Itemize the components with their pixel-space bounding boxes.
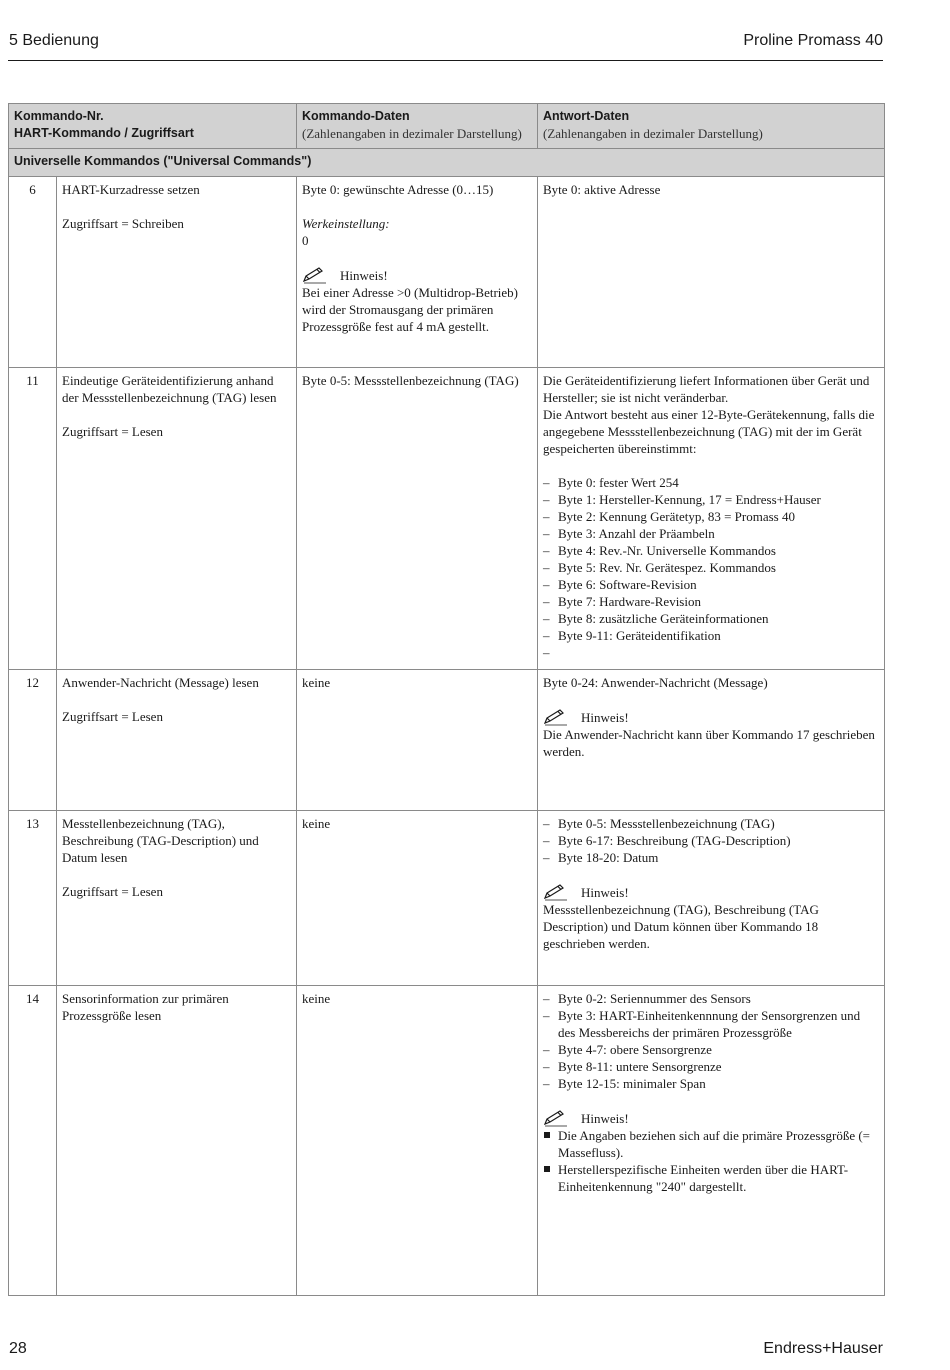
access-type: Zugriffsart = Lesen <box>62 709 163 724</box>
column-title-command: Kommando-Nr. <box>14 109 104 123</box>
product-header: Proline Promass 40 <box>743 32 883 49</box>
column-title-answer-data: Antwort-Daten <box>543 109 630 123</box>
table-row <box>9 670 885 811</box>
list-item: – Byte 4-7: obere Sensorgrenze <box>543 1041 879 1058</box>
column-title-command-data: Kommando-Daten <box>302 109 410 123</box>
list-item <box>543 644 879 661</box>
table-row <box>9 811 885 986</box>
header-rule <box>8 60 883 61</box>
factory-setting-label: Werkeinstellung: <box>302 216 390 231</box>
note-list <box>543 1127 879 1195</box>
list-item: – Byte 12-15: minimaler Span <box>543 1075 879 1092</box>
section-title: Universelle Kommandos ("Universal Commands") <box>9 149 885 177</box>
pencil-icon <box>543 1109 569 1127</box>
command-data-cell <box>297 986 538 1296</box>
table-row <box>9 368 885 670</box>
note-text: Bei einer Adresse >0 (Multidrop-Betrieb) wird der Stromausgang der primären Prozessgröße fest auf 4 mA gestellt. <box>302 285 519 334</box>
answer-paragraph: Die Antwort besteht aus einer 12-Byte-Gerätekennung, falls die angegebene Messstellenbezeichnung (TAG) mit der im Gerät gespeicherten übereinstimmt: <box>543 407 875 456</box>
list-item: – Byte 0: fester Wert 254 <box>543 474 879 491</box>
command-description: Anwender-Nachricht (Message) lesen <box>62 675 259 690</box>
note-label: Hinweis! <box>581 1110 629 1126</box>
note-label: Hinweis! <box>581 709 629 725</box>
list-item: – Byte 6-17: Beschreibung (TAG-Description) <box>543 832 879 849</box>
answer-data: Byte 0: aktive Adresse <box>543 182 661 197</box>
hart-command-table <box>8 103 885 1296</box>
command-number: 12 <box>9 670 57 811</box>
note-label: Hinweis! <box>340 267 388 283</box>
command-number: 6 <box>9 177 57 368</box>
column-header-command <box>9 104 297 149</box>
brand-footer: Endress+Hauser <box>763 1340 883 1357</box>
column-header-answer-data <box>538 104 885 149</box>
byte-list <box>543 990 879 1092</box>
pencil-icon <box>302 266 328 284</box>
table-row <box>9 177 885 368</box>
list-item: Die Angaben beziehen sich auf die primäre Prozessgröße (= Massefluss). <box>543 1127 879 1161</box>
list-item: – Byte 5: Rev. Nr. Gerätespez. Kommandos <box>543 559 879 576</box>
command-description-cell <box>57 811 297 986</box>
list-item: – Byte 9-11: Geräteidentifikation <box>543 627 879 644</box>
access-type: Zugriffsart = Schreiben <box>62 216 184 231</box>
access-type: Zugriffsart = Lesen <box>62 884 163 899</box>
column-subtitle-command-data: (Zahlenangaben in dezimaler Darstellung) <box>302 126 522 141</box>
pencil-icon <box>543 883 569 901</box>
command-description-cell <box>57 368 297 670</box>
column-subtitle-answer-data: (Zahlenangaben in dezimaler Darstellung) <box>543 126 763 141</box>
command-data-cell <box>297 670 538 811</box>
command-number: 11 <box>9 368 57 670</box>
page-number: 28 <box>9 1340 27 1357</box>
list-item: – Byte 4: Rev.-Nr. Universelle Kommandos <box>543 542 879 559</box>
factory-setting-value: 0 <box>302 233 309 248</box>
byte-list <box>543 815 879 866</box>
command-number: 13 <box>9 811 57 986</box>
command-data: Byte 0-5: Messstellenbezeichnung (TAG) <box>302 373 519 388</box>
byte-list <box>543 474 879 661</box>
answer-data: Byte 0-24: Anwender-Nachricht (Message) <box>543 675 768 690</box>
command-number: 14 <box>9 986 57 1296</box>
column-subtitle-command: HART-Kommando / Zugriffsart <box>14 126 194 140</box>
note-text: Die Anwender-Nachricht kann über Kommando 17 geschrieben werden. <box>543 727 875 759</box>
note-label: Hinweis! <box>581 884 629 900</box>
note-text: Messstellenbezeichnung (TAG), Beschreibung (TAG Description) und Datum können über Kommando 18 geschrieben werden. <box>543 902 819 951</box>
table-row <box>9 986 885 1296</box>
answer-data-cell <box>538 670 885 811</box>
command-description: Sensorinformation zur primären Prozessgröße lesen <box>62 991 229 1023</box>
command-data-cell <box>297 368 538 670</box>
command-data: keine <box>302 675 331 690</box>
answer-data-cell <box>538 986 885 1296</box>
list-item: – Byte 0-5: Messstellenbezeichnung (TAG) <box>543 815 879 832</box>
command-data: keine <box>302 816 331 831</box>
answer-paragraph: Die Geräteidentifizierung liefert Informationen über Gerät und Hersteller; sie ist nicht veränderbar. <box>543 373 870 405</box>
list-item: – Byte 8-11: untere Sensorgrenze <box>543 1058 879 1075</box>
note-block <box>543 1109 879 1195</box>
command-description: Messtellenbezeichnung (TAG), Beschreibung (TAG-Description) und Datum lesen <box>62 816 259 865</box>
table-header-row <box>9 104 885 149</box>
column-header-command-data <box>297 104 538 149</box>
list-item: – Byte 3: HART-Einheitenkennnung der Sensorgrenzen und des Messbereichs der primären Prozessgröße <box>543 1007 879 1041</box>
command-description: HART-Kurzadresse setzen <box>62 182 200 197</box>
note-block <box>302 266 532 335</box>
command-data-cell <box>297 177 538 368</box>
list-item: – Byte 18-20: Datum <box>543 849 879 866</box>
list-item: – Byte 8: zusätzliche Geräteinformationen <box>543 610 879 627</box>
list-item: – Byte 6: Software-Revision <box>543 576 879 593</box>
note-block <box>543 883 879 952</box>
command-data: keine <box>302 991 331 1006</box>
note-block <box>543 708 879 760</box>
list-item: – Byte 3: Anzahl der Präambeln <box>543 525 879 542</box>
list-item: – Byte 0-2: Seriennummer des Sensors <box>543 990 879 1007</box>
answer-data-cell <box>538 368 885 670</box>
answer-data-cell <box>538 811 885 986</box>
command-description: Eindeutige Geräteidentifizierung anhand der Messstellenbezeichnung (TAG) lesen <box>62 373 277 405</box>
command-data: Byte 0: gewünschte Adresse (0…15) <box>302 182 494 197</box>
command-data-cell <box>297 811 538 986</box>
list-item: – Byte 7: Hardware-Revision <box>543 593 879 610</box>
command-description-cell <box>57 177 297 368</box>
answer-data-cell <box>538 177 885 368</box>
command-description-cell <box>57 670 297 811</box>
list-item: – Byte 2: Kennung Gerätetyp, 83 = Promass 40 <box>543 508 879 525</box>
list-item: Herstellerspezifische Einheiten werden über die HART-Einheitenkennung "240" dargestellt. <box>543 1161 879 1195</box>
access-type: Zugriffsart = Lesen <box>62 424 163 439</box>
pencil-icon <box>543 708 569 726</box>
list-item: – Byte 1: Hersteller-Kennung, 17 = Endress+Hauser <box>543 491 879 508</box>
command-description-cell <box>57 986 297 1296</box>
section-header-row <box>9 149 885 177</box>
chapter-header: 5 Bedienung <box>9 32 99 49</box>
